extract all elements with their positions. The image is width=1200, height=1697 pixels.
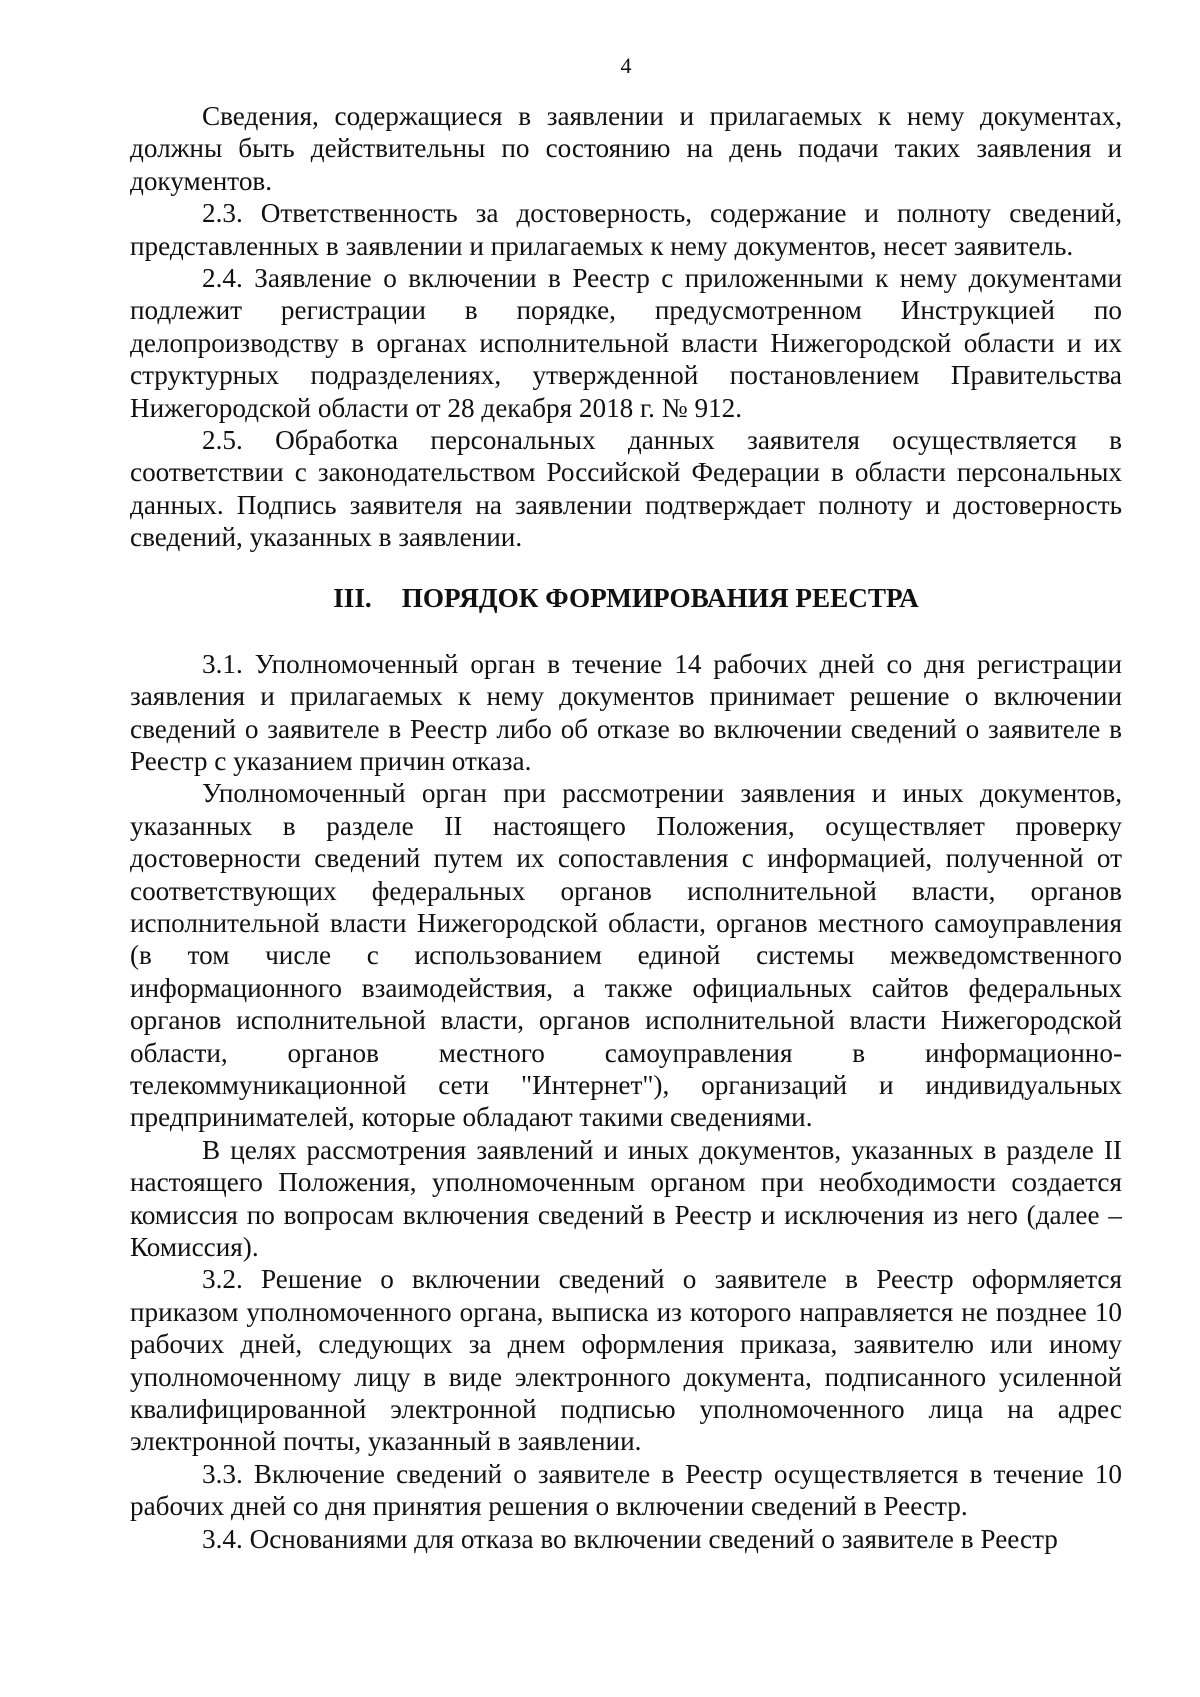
section-number: III. (333, 582, 372, 613)
paragraph-3-1: 3.1. Уполномоченный орган в течение 14 рабочих дней со дня регистрации заявления и прилагаемых к нему документов принимает решение о включении сведений о заявителе в Реестр либо об отказе во включении сведений о заявителе в Реестр с указанием причин отказа. (130, 648, 1122, 776)
paragraph-3-2: 3.2. Решение о включении сведений о заявителе в Реестр оформляется приказом уполномоченного органа, выписка из которого направляется не позднее 10 рабочих дней, следующих за днем оформления приказа, заявителю или иному уполномоченному лицу в виде электронного документа, подписанного усиленной квалифицированной электронной подписью уполномоченного лица на адрес электронной почты, указанный в заявлении. (130, 1264, 1122, 1457)
page-number: 4 (620, 53, 632, 78)
paragraph-verification: Уполномоченный орган при рассмотрении заявления и иных документов, указанных в разделе II настоящего Положения, осуществляет проверку достоверности сведений путем их сопоставления с информацией, полученной от соответствующих федеральных органов исполнительной власти, органов исполнительной власти Нижегородской области, органов местного самоуправления (в том числе с использованием единой системы межведомственного информационного взаимодействия, а также официальных сайтов федеральных органов исполнительной власти, органов исполнительной власти Нижегородской области, органов местного самоуправления в информационно-телекоммуникационной сети "Интернет"), организаций и индивидуальных предпринимателей, которые обладают такими сведениями. (130, 778, 1122, 1133)
paragraph-2-3: 2.3. Ответственность за достоверность, содержание и полноту сведений, представленных в заявлении и прилагаемых к нему документов, несет заявитель. (130, 198, 1122, 261)
section-title: ПОРЯДОК ФОРМИРОВАНИЯ РЕЕСТРА (401, 582, 919, 613)
section-heading (130, 582, 1122, 614)
paragraph-3-3: 3.3. Включение сведений о заявителе в Реестр осуществляется в течение 10 рабочих дней со дня принятия решения о включении сведений в Реестр. (130, 1458, 1122, 1522)
document-body (130, 100, 1122, 1555)
paragraph-commission: В целях рассмотрения заявлений и иных документов, указанных в разделе II настоящего Положения, уполномоченным органом при необходимости создается комиссия по вопросам включения сведений в Реестр и исключения из него (далее – Комиссия). (130, 1134, 1122, 1262)
paragraph-2-4: 2.4. Заявление о включении в Реестр с приложенными к нему документами подлежит регистрации в порядке, предусмотренном Инструкцией по делопроизводству в органах исполнительной власти Нижегородской области и их структурных подразделениях, утвержденной постановлением Правительства Нижегородской области от 28 декабря 2018 г. № 912. (130, 263, 1122, 423)
paragraph-2-5: 2.5. Обработка персональных данных заявителя осуществляется в соответствии с законодательством Российской Федерации в области персональных данных. Подпись заявителя на заявлении подтверждает полноту и достоверность сведений, указанных в заявлении. (130, 425, 1122, 553)
paragraph-3-4: 3.4. Основаниями для отказа во включении сведений о заявителе в Реестр (202, 1523, 1058, 1554)
paragraph-validity-of-information: Сведения, содержащиеся в заявлении и прилагаемых к нему документах, должны быть действительны по состоянию на день подачи таких заявления и документов. (130, 101, 1122, 196)
